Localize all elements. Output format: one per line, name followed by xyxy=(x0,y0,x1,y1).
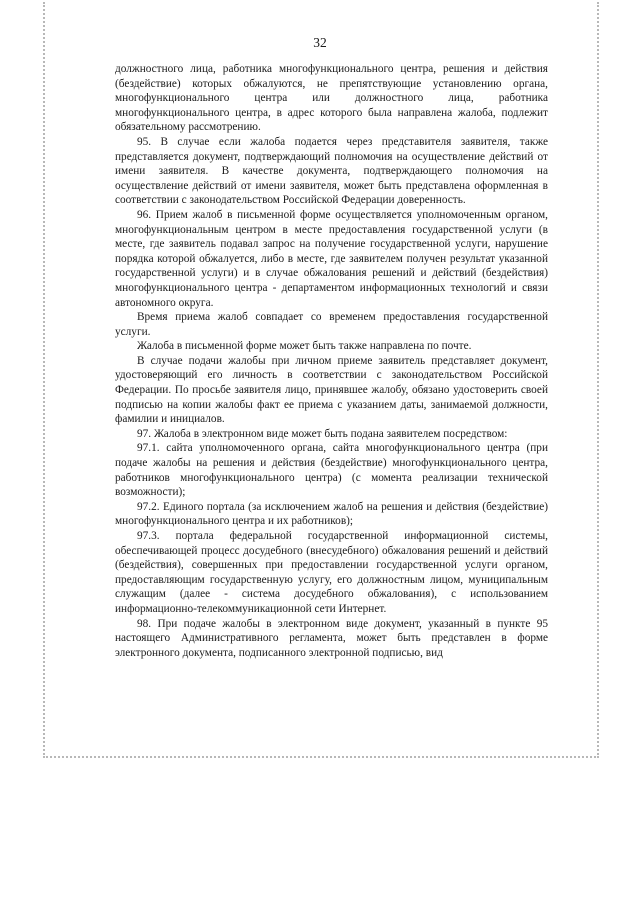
paragraph-96: 96. Прием жалоб в письменной форме осуществляется уполномоченным органом, многофункциональным центром в месте предоставления государственной услуги (в месте, где заявитель подавал запрос на получение государственной услуги, нарушение порядка которой обжалуется, либо в месте, где заявителем получен результат указанной государственной услуги) и в случае обжалования решений и действий (бездействия) многофункционального центра - департаментом информационных технологий и связи автономного округа. xyxy=(115,208,548,309)
paragraph-97: 97. Жалоба в электронном виде может быть подана заявителем посредством: xyxy=(137,427,508,440)
paragraph-97-1: 97.1. сайта уполномоченного органа, сайта многофункционального центра (при подаче жалобы на решения и действия (бездействие) многофункционального центра, работников многофункционального центра) (с момента реализации технической возможности); xyxy=(115,442,548,499)
page-number: 32 xyxy=(313,35,327,50)
paragraph-personal-reception: В случае подачи жалобы при личном приеме заявитель представляет документ, удостоверяющий его личность в соответствии с законодательством Российской Федерации. По просьбе заявителя лицо, принявшее жалобу, обязано удостоверить своей подписью на копии жалобы факт ее приема с указанием даты, занимаемой должности, фамилии и инициалов. xyxy=(115,354,548,426)
paragraph-97-3: 97.3. портала федеральной государственной информационной системы, обеспечивающей процесс досудебного (внесудебного) обжалования решений и действий (бездействия), совершенных при предоставлении государственной услуги органом, предоставляющим государственную услугу, его должностным лицом, муниципальным служащим (далее - система досудебного обжалования), с использованием информационно-телекоммуникационной сети Интернет. xyxy=(115,530,548,615)
paragraph-97-2: 97.2. Единого портала (за исключением жалоб на решения и действия (бездействие) многофункционального центра и их работников); xyxy=(115,500,548,528)
paragraph-continuation: должностного лица, работника многофункционального центра, решения и действия (бездействие) которых обжалуются, не препятствующие установлению органа, многофункционального центра или должностного лица, работника многофункционального центра, в адрес которого была направлена жалоба, подлежит обязательному рассмотрению. xyxy=(115,63,548,134)
paragraph-reception-time: Время приема жалоб совпадает со временем предоставления государственной услуги. xyxy=(115,311,548,338)
paragraph-95: 95. В случае если жалоба подается через представителя заявителя, также представляется документ, подтверждающий полномочия на осуществление действий от имени заявителя. В качестве документа, подтверждающего полномочия на осуществление действий от имени заявителя, может быть представлена оформленная в соответствии с законодательством Российской Федерации доверенность. xyxy=(115,135,548,207)
paragraph-postal: Жалоба в письменной форме может быть также направлена по почте. xyxy=(137,340,472,353)
document-body xyxy=(115,62,548,660)
paragraph-98: 98. При подаче жалобы в электронном виде документ, указанный в пункте 95 настоящего Административного регламента, может быть представлен в форме электронного документа, подписанного электронной подписью, вид xyxy=(115,617,548,659)
